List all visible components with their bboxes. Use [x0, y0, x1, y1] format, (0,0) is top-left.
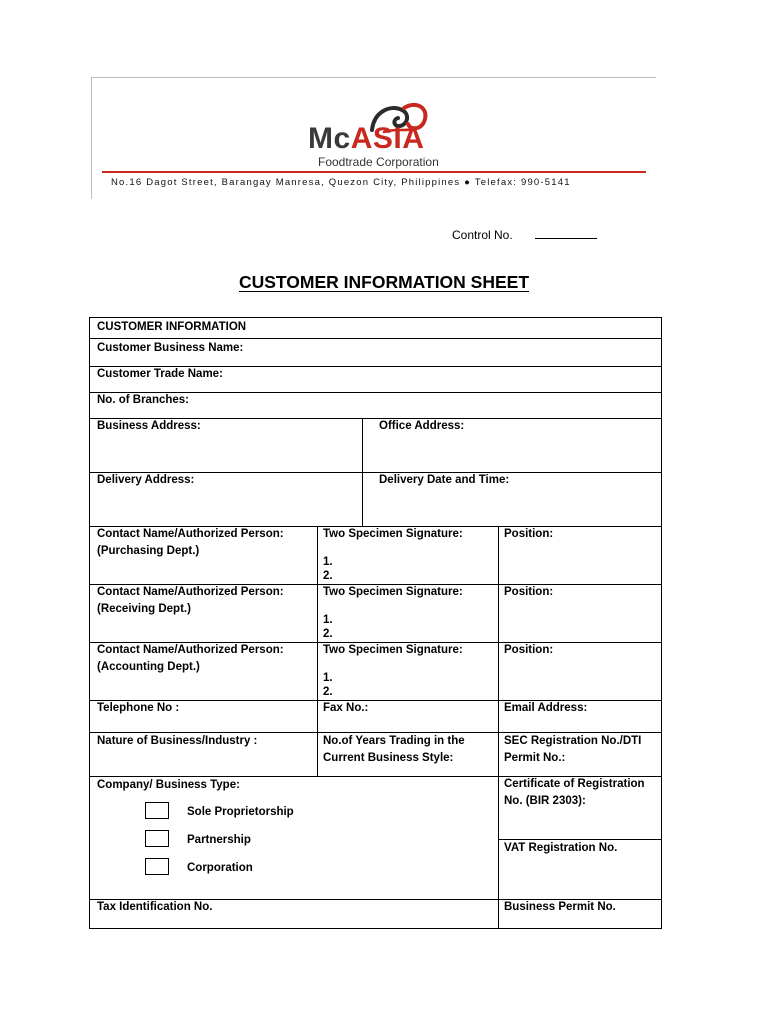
column-divider [317, 526, 318, 776]
contact-dept-label: (Purchasing Dept.) [97, 545, 200, 557]
years-trading-label-1[interactable]: No.of Years Trading in the [323, 735, 465, 747]
company-logo [304, 100, 474, 170]
signature-line-1[interactable]: 1. [323, 614, 333, 626]
branches-label[interactable]: No. of Branches: [97, 394, 190, 406]
cor-label-2: No. (BIR 2303): [504, 795, 586, 807]
column-divider [498, 526, 499, 928]
company-address: No.16 Dagot Street, Barangay Manresa, Quezon City, Philippines ● Telefax: 990-5141 [111, 177, 571, 188]
partnership-checkbox[interactable] [145, 830, 169, 847]
control-number-field[interactable] [535, 227, 597, 239]
signature-line-1[interactable]: 1. [323, 556, 333, 568]
contact-dept-label: (Receiving Dept.) [97, 603, 191, 615]
row-divider [90, 338, 661, 339]
sole-proprietorship-label: Sole Proprietorship [187, 806, 294, 818]
corporation-checkbox[interactable] [145, 858, 169, 875]
sec-registration-label-2: Permit No.: [504, 752, 566, 764]
business-name-label[interactable]: Customer Business Name: [97, 342, 244, 354]
sole-proprietorship-checkbox[interactable] [145, 802, 169, 819]
contact-name-label[interactable]: Contact Name/Authorized Person: [97, 586, 284, 598]
years-trading-label-2: Current Business Style: [323, 752, 454, 764]
position-label[interactable]: Position: [504, 644, 554, 656]
position-label[interactable]: Position: [504, 528, 554, 540]
control-number [452, 227, 597, 242]
column-divider [362, 418, 363, 526]
page-title: CUSTOMER INFORMATION SHEET [238, 272, 530, 292]
trade-name-label[interactable]: Customer Trade Name: [97, 368, 223, 380]
control-number-label: Control No. [452, 228, 513, 242]
telephone-label[interactable]: Telephone No : [97, 702, 180, 714]
specimen-signature-label[interactable]: Two Specimen Signature: [323, 528, 463, 540]
delivery-address-label[interactable]: Delivery Address: [97, 474, 195, 486]
signature-line-2[interactable]: 2. [323, 628, 333, 640]
company-type-label: Company/ Business Type: [97, 779, 240, 791]
sec-registration-label-1[interactable]: SEC Registration No./DTI [504, 735, 642, 747]
position-label[interactable]: Position: [504, 586, 554, 598]
customer-information-form [89, 317, 662, 929]
cor-label-1[interactable]: Certificate of Registration [504, 778, 645, 790]
business-permit-label[interactable]: Business Permit No. [504, 901, 616, 913]
section-header: CUSTOMER INFORMATION [97, 321, 247, 333]
contact-name-label[interactable]: Contact Name/Authorized Person: [97, 644, 284, 656]
office-address-label[interactable]: Office Address: [379, 420, 465, 432]
vat-registration-label[interactable]: VAT Registration No. [504, 842, 618, 854]
contact-dept-label: (Accounting Dept.) [97, 661, 200, 673]
signature-line-1[interactable]: 1. [323, 672, 333, 684]
letterhead-rule [102, 171, 646, 173]
signature-line-2[interactable]: 2. [323, 570, 333, 582]
corporation-label: Corporation [187, 862, 253, 874]
nature-of-business-label[interactable]: Nature of Business/Industry : [97, 735, 258, 747]
specimen-signature-label[interactable]: Two Specimen Signature: [323, 644, 463, 656]
brand-name: McASIA [308, 122, 425, 155]
partnership-label: Partnership [187, 834, 251, 846]
tin-label[interactable]: Tax Identification No. [97, 901, 213, 913]
delivery-datetime-label[interactable]: Delivery Date and Time: [379, 474, 510, 486]
letterhead [91, 77, 656, 199]
email-label[interactable]: Email Address: [504, 702, 588, 714]
contact-name-label[interactable]: Contact Name/Authorized Person: [97, 528, 284, 540]
brand-subtitle: Foodtrade Corporation [318, 155, 439, 169]
fax-label[interactable]: Fax No.: [323, 702, 369, 714]
signature-line-2[interactable]: 2. [323, 686, 333, 698]
business-address-label[interactable]: Business Address: [97, 420, 201, 432]
specimen-signature-label[interactable]: Two Specimen Signature: [323, 586, 463, 598]
